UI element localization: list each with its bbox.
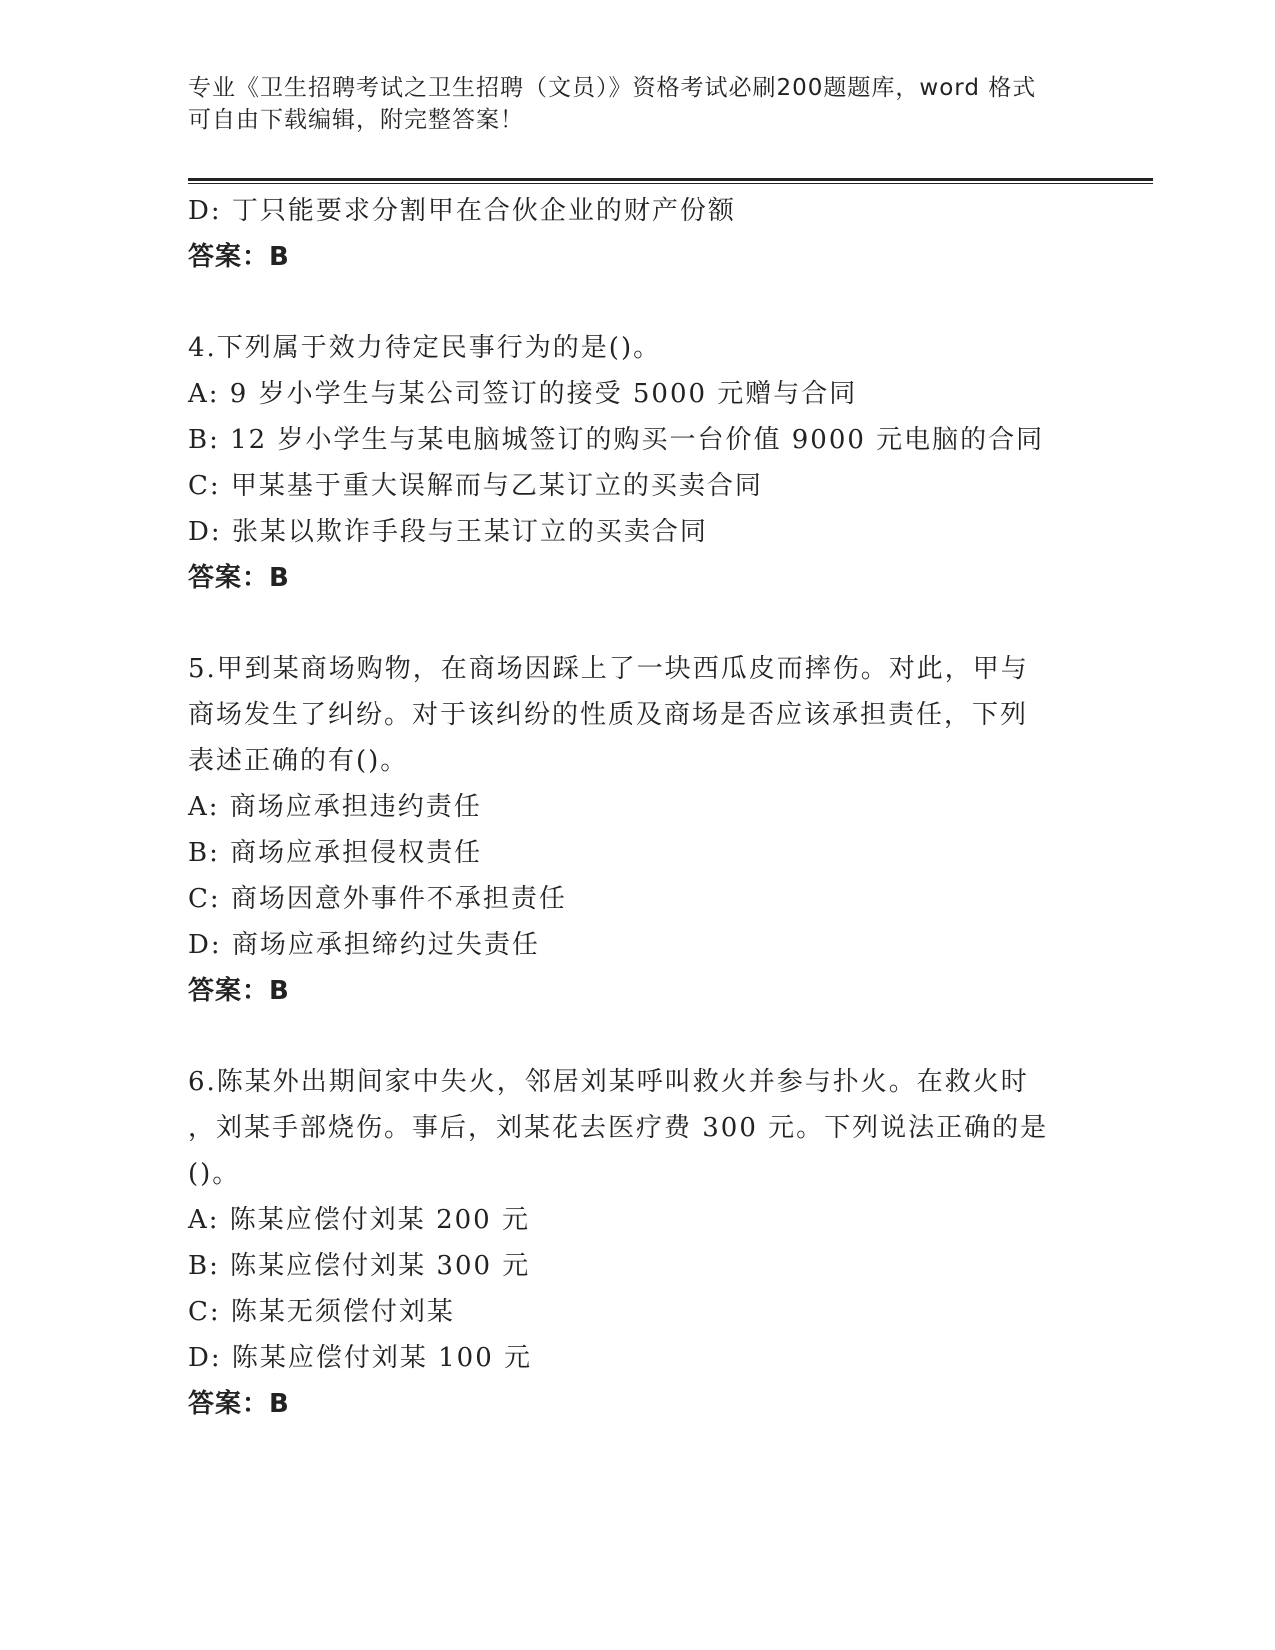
question-list — [188, 188, 1068, 1427]
header-title-line-2: 可自由下载编辑，附完整答案！ — [188, 107, 524, 133]
question-4-option-b: B: 12 岁小学生与某电脑城签订的购买一台价值 9000 元电脑的合同 — [188, 425, 1045, 455]
question-4-option-a: A: 9 岁小学生与某公司签订的接受 5000 元赠与合同 — [188, 379, 858, 409]
question-5-option-d: D: 商场应承担缔约过失责任 — [188, 930, 540, 960]
question-5-option-c: C: 商场因意外事件不承担责任 — [188, 884, 567, 914]
question-5-answer: 答案：B — [188, 976, 290, 1006]
question-3-answer: 答案：B — [188, 242, 290, 272]
question-4-stem: 4.下列属于效力待定民事行为的是()。 — [188, 333, 662, 363]
question-5-stem-line-2: 商场发生了纠纷。对于该纠纷的性质及商场是否应该承担责任，下列 — [188, 700, 1029, 730]
question-spacer — [188, 1014, 1068, 1059]
question-5-stem-line-3: 表述正确的有()。 — [188, 746, 409, 776]
question-spacer — [188, 601, 1068, 646]
question-4-option-c: C: 甲某基于重大误解而与乙某订立的买卖合同 — [188, 471, 763, 501]
question-5-option-a: A: 商场应承担违约责任 — [188, 792, 482, 822]
question-6-answer: 答案：B — [188, 1389, 290, 1419]
question-6-stem-line-2: ，刘某手部烧伤。事后，刘某花去医疗费 300 元。下列说法正确的是 — [188, 1113, 1049, 1143]
question-6-stem-line-1: 6.陈某外出期间家中失火，邻居刘某呼叫救火并参与扑火。在救火时 — [188, 1067, 1029, 1097]
question-4 — [188, 325, 1068, 601]
question-5-stem-line-1: 5.甲到某商场购物，在商场因踩上了一块西瓜皮而摔伤。对此，甲与 — [188, 654, 1029, 684]
question-4-option-d: D: 张某以欺诈手段与王某订立的买卖合同 — [188, 517, 708, 547]
question-6-stem-line-3: ()。 — [188, 1159, 241, 1189]
question-4-answer: 答案：B — [188, 563, 290, 593]
header-title-line-1: 专业《卫生招聘考试之卫生招聘（文员）》资格考试必刷200题题库，word 格式 — [188, 75, 1037, 101]
question-spacer — [188, 280, 1068, 325]
question-6-option-c: C: 陈某无须偿付刘某 — [188, 1297, 455, 1327]
header-divider-thin — [188, 183, 1153, 184]
question-6-option-a: A: 陈某应偿付刘某 200 元 — [188, 1205, 530, 1235]
question-3-tail — [188, 188, 1068, 280]
question-5-option-b: B: 商场应承担侵权责任 — [188, 838, 483, 868]
question-6-option-d: D: 陈某应偿付刘某 100 元 — [188, 1343, 533, 1373]
question-3-option-d: D: 丁只能要求分割甲在合伙企业的财产份额 — [188, 196, 736, 226]
question-5 — [188, 646, 1068, 1014]
question-6-option-b: B: 陈某应偿付刘某 300 元 — [188, 1251, 531, 1281]
document-header — [188, 72, 1088, 136]
header-divider-thick — [188, 178, 1153, 181]
question-6 — [188, 1059, 1068, 1427]
